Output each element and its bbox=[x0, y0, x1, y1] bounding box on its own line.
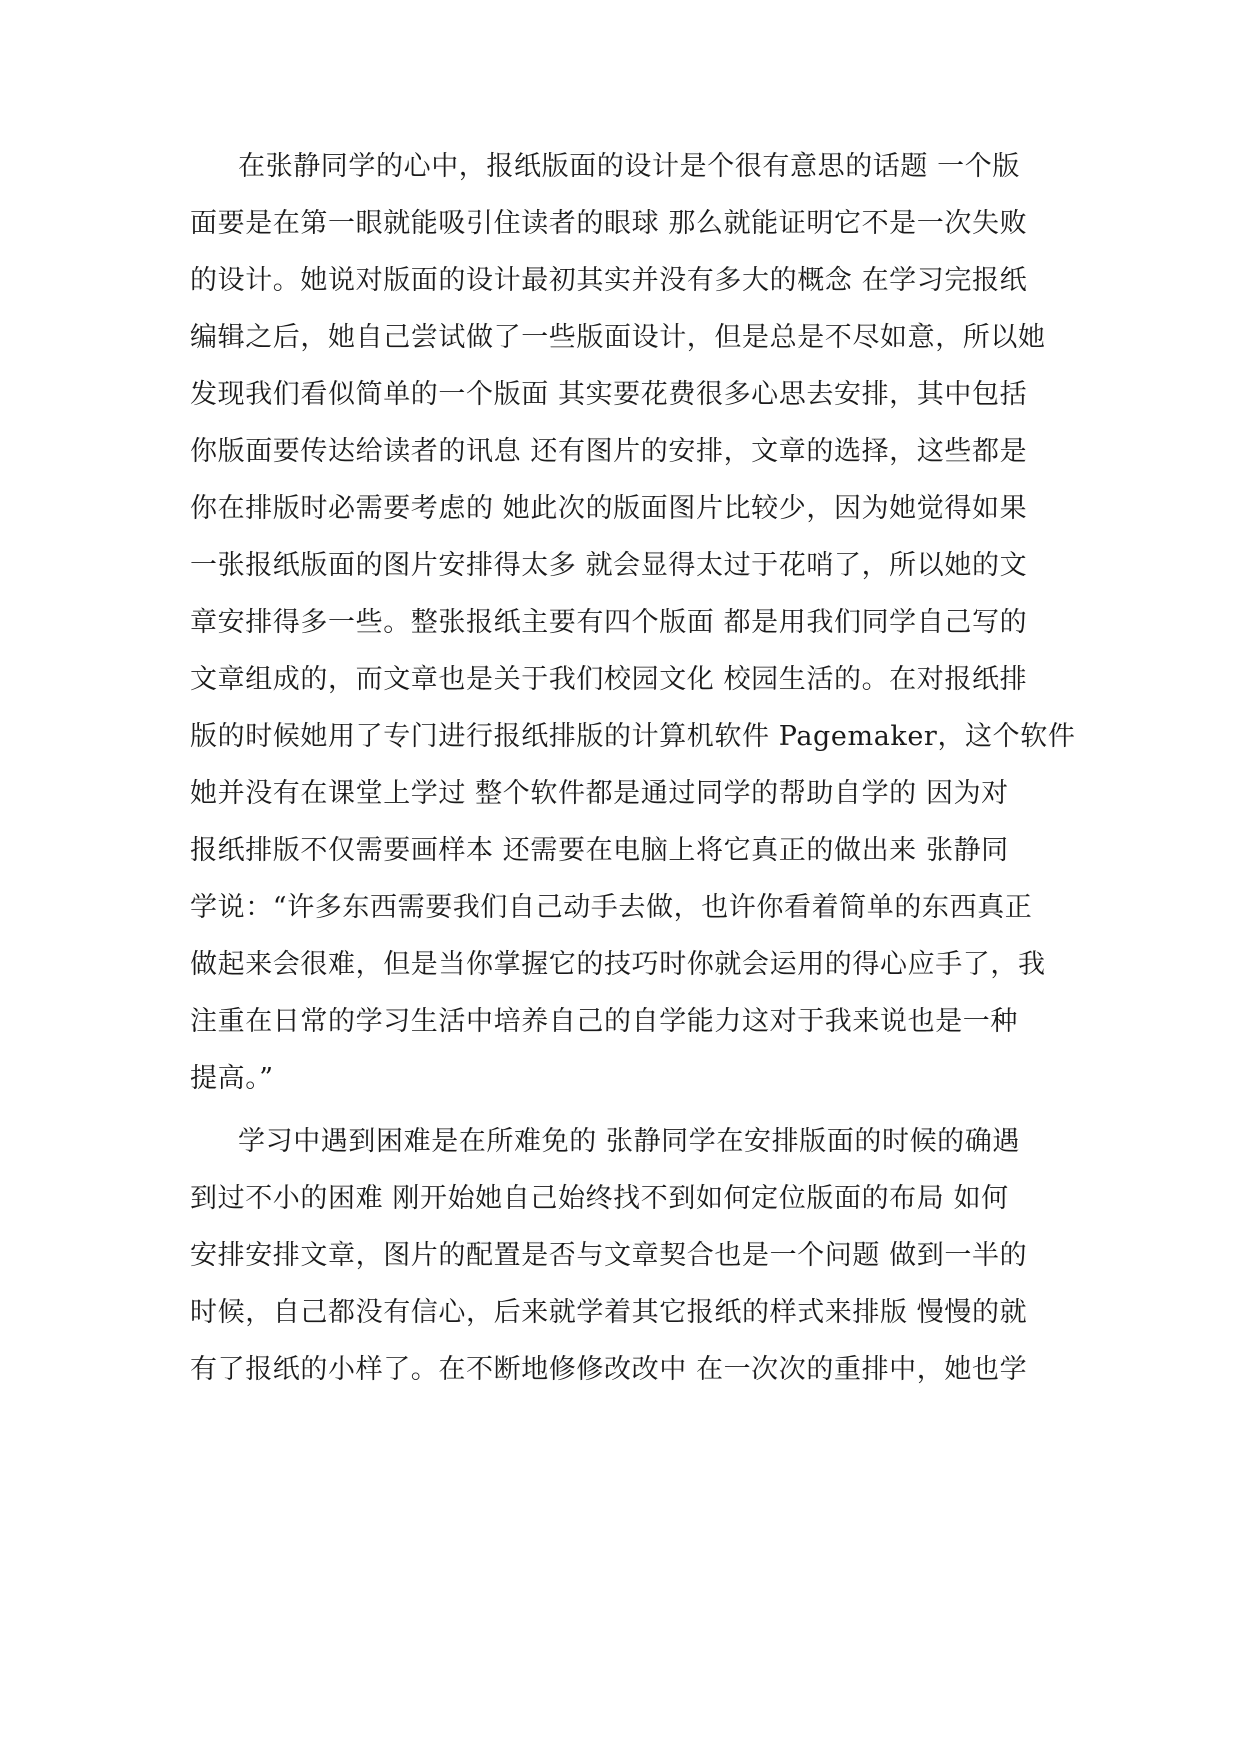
paragraph-1-line-11: 版的时候她用了专门进行报纸排版的计算机软件 Pagemaker，这个软件 bbox=[190, 721, 1076, 752]
paragraph-1-line-12: 她并没有在课堂上学过 整个软件都是通过同学的帮助自学的 因为对 bbox=[190, 778, 1009, 809]
paragraph-1-line-14: 学说：“许多东西需要我们自己动手去做，也许你看着简单的东西真正 bbox=[190, 892, 1033, 923]
paragraph-1-line-4: 编辑之后，她自己尝试做了一些版面设计，但是总是不尽如意，所以她 bbox=[190, 322, 1046, 353]
paragraph-1-line-10: 文章组成的，而文章也是关于我们校园文化 校园生活的。在对报纸排 bbox=[190, 664, 1028, 695]
paragraph-1-line-3: 的设计。她说对版面的设计最初其实并没有多大的概念 在学习完报纸 bbox=[190, 265, 1028, 296]
paragraph-1-line-8: 一张报纸版面的图片安排得太多 就会显得太过于花哨了，所以她的文 bbox=[190, 550, 1028, 581]
paragraph-2-line-5: 有了报纸的小样了。在不断地修修改改中 在一次次的重排中，她也学 bbox=[190, 1354, 1028, 1385]
paragraph-2-line-2: 到过不小的困难 刚开始她自己始终找不到如何定位版面的布局 如何 bbox=[190, 1183, 1009, 1214]
paragraph-1-line-7: 你在排版时必需要考虑的 她此次的版面图片比较少，因为她觉得如果 bbox=[190, 493, 1028, 524]
paragraph-2-line-3: 安排安排文章，图片的配置是否与文章契合也是一个问题 做到一半的 bbox=[190, 1240, 1028, 1271]
paragraph-1-line-5: 发现我们看似简单的一个版面 其实要花费很多心思去安排，其中包括 bbox=[190, 379, 1028, 410]
paragraph-1-line-2: 面要是在第一眼就能吸引住读者的眼球 那么就能证明它不是一次失败 bbox=[190, 208, 1028, 239]
paragraph-1-line-6: 你版面要传达给读者的讯息 还有图片的安排，文章的选择，这些都是 bbox=[190, 436, 1028, 467]
paragraph-1-line-17: 提高。” bbox=[190, 1063, 274, 1094]
paragraph-2-line-4: 时候，自己都没有信心，后来就学着其它报纸的样式来排版 慢慢的就 bbox=[190, 1297, 1028, 1328]
paragraph-1-line-13: 报纸排版不仅需要画样本 还需要在电脑上将它真正的做出来 张静同 bbox=[190, 835, 1009, 866]
paragraph-1-line-16: 注重在日常的学习生活中培养自己的自学能力这对于我来说也是一种 bbox=[190, 1006, 1018, 1037]
paragraph-2-line-1: 学习中遇到困难是在所难免的 张静同学在安排版面的时候的确遇 bbox=[238, 1126, 1020, 1157]
paragraph-1-line-1: 在张静同学的心中，报纸版面的设计是个很有意思的话题 一个版 bbox=[238, 151, 1020, 182]
paragraph-1-line-15: 做起来会很难，但是当你掌握它的技巧时你就会运用的得心应手了，我 bbox=[190, 949, 1046, 980]
paragraph-1-line-9: 章安排得多一些。整张报纸主要有四个版面 都是用我们同学自己写的 bbox=[190, 607, 1028, 638]
